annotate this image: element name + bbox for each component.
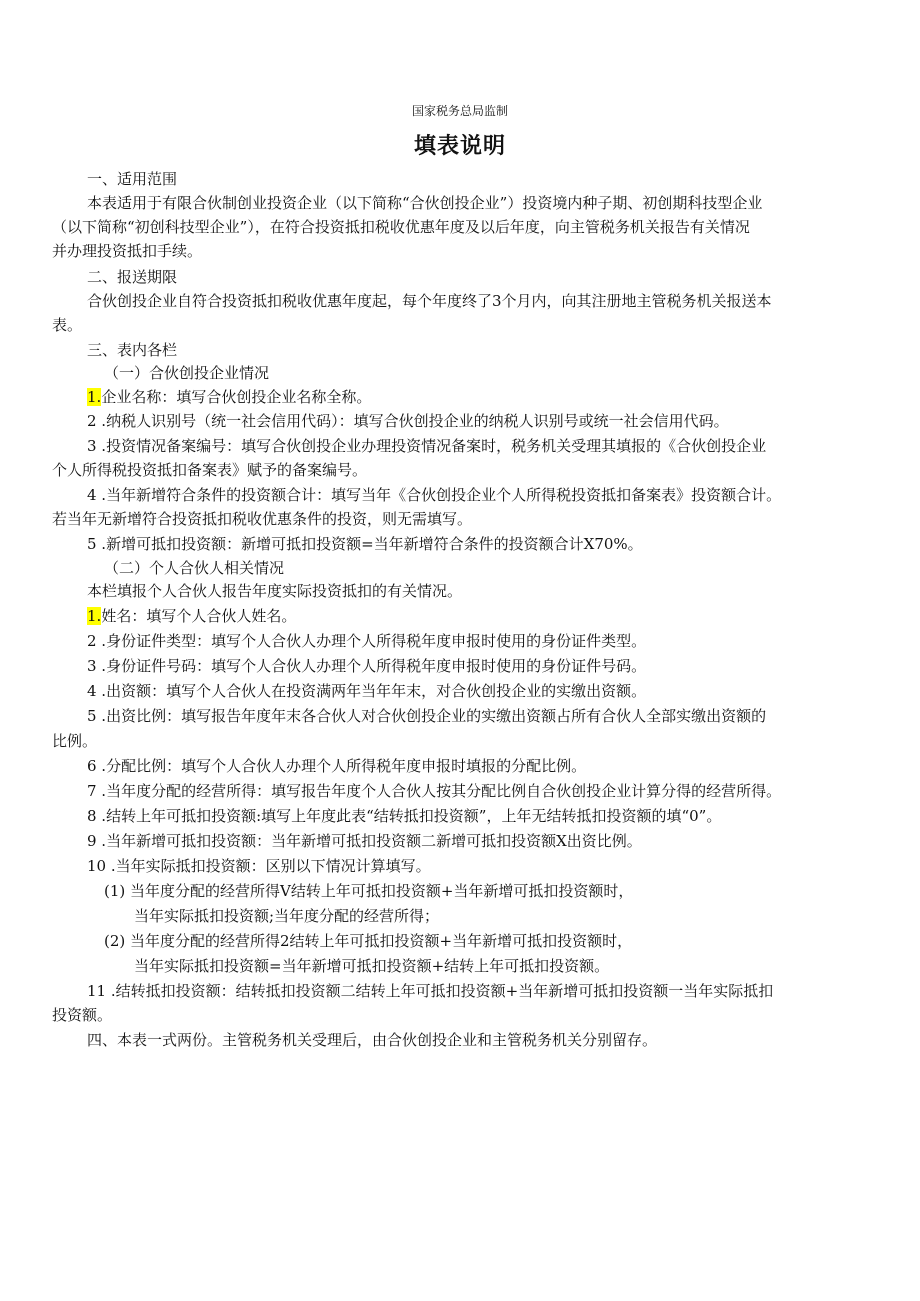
document-header: 国家税务总局监制: [411, 104, 508, 118]
subsection-heading: （一）合伙创投企业情况: [104, 364, 270, 382]
paragraph-line: 合伙创投企业自符合投资抵扣税收优惠年度起，每个年度终了3个月内，向其注册地主管税务机关报送本: [87, 292, 772, 310]
numbered-item: 6 .分配比例：填写个人合伙人办理个人所得税年度申报时填报的分配比例。: [87, 757, 587, 775]
numbered-item: 5 .出资比例：填写报告年度年末各合伙人对合伙创投企业的实缴出资额占所有合伙人全部实缴出资额的: [87, 707, 767, 725]
numbered-item: 8 .结转上年可抵扣投资额:填写上年度此表“结转抵扣投资额”，上年无结转抵扣投资额的填“0”。: [87, 807, 722, 825]
numbered-item: 3 .身份证件号码：填写个人合伙人办理个人所得税年度申报时使用的身份证件号码。: [87, 657, 647, 675]
case-detail: 当年实际抵扣投资额;当年度分配的经营所得；: [134, 907, 440, 925]
numbered-item: 10 .当年实际抵扣投资额：区别以下情况计算填写。: [87, 857, 431, 875]
numbered-item: 1.姓名：填写个人合伙人姓名。: [87, 607, 297, 625]
paragraph-line: 投资额。: [52, 1006, 113, 1024]
section-heading: 三、表内各栏: [87, 341, 178, 359]
numbered-item: 2 .身份证件类型：填写个人合伙人办理个人所得税年度申报时使用的身份证件类型。: [87, 632, 647, 650]
numbered-item: 4 .当年新增符合条件的投资额合计：填写当年《合伙创投企业个人所得税投资抵扣备案表》投资额合计。: [87, 486, 782, 504]
numbered-item: 1.企业名称：填写合伙创投企业名称全称。: [87, 388, 372, 406]
numbered-item: 11 .结转抵扣投资额：结转抵扣投资额二结转上年可抵扣投资额+当年新增可抵扣投资额一当年实际抵扣: [87, 982, 774, 1000]
numbered-item: 3 .投资情况备案编号：填写合伙创投企业办理投资情况备案时，税务机关受理其填报的《合伙创投企业: [87, 437, 767, 455]
paragraph-line: 表。: [52, 316, 83, 334]
paragraph-line: 本栏填报个人合伙人报告年度实际投资抵扣的有关情况。: [87, 582, 463, 600]
highlight-marker: 1.: [87, 388, 102, 406]
paragraph-line: 若当年无新增符合投资抵扣税收优惠条件的投资，则无需填写。: [52, 510, 473, 528]
paragraph-line: （以下简称“初创科技型企业”），在符合投资抵扣税收优惠年度及以后年度，向主管税务机关报告有关情况: [52, 218, 750, 236]
subsection-heading: （二）个人合伙人相关情况: [104, 559, 285, 577]
paragraph-line: 本表适用于有限合伙制创业投资企业（以下简称“合伙创投企业”）投资境内种子期、初创期科技型企业: [87, 194, 763, 212]
numbered-item: 5 .新增可抵扣投资额：新增可抵扣投资额=当年新增符合条件的投资额合计X70%。: [87, 535, 643, 553]
case-item: (2) 当年度分配的经营所得2结转上年可抵扣投资额+当年新增可抵扣投资额时，: [104, 932, 633, 950]
numbered-item: 7 .当年度分配的经营所得：填写报告年度个人合伙人按其分配比例自合伙创投企业计算分得的经营所得。: [87, 782, 782, 800]
section-heading: 二、报送期限: [87, 268, 178, 286]
paragraph-line: 并办理投资抵扣手续。: [52, 242, 203, 260]
case-item: (1) 当年度分配的经营所得V结转上年可抵扣投资额+当年新增可抵扣投资额时，: [104, 882, 634, 900]
highlight-marker: 1.: [87, 607, 102, 625]
document-title: 填表说明: [413, 134, 506, 159]
case-detail: 当年实际抵扣投资额=当年新增可抵扣投资额+结转上年可抵扣投资额。: [134, 957, 610, 975]
numbered-item: 9 .当年新增可抵扣投资额：当年新增可抵扣投资额二新增可抵扣投资额X出资比例。: [87, 832, 642, 850]
numbered-item: 2 .纳税人识别号（统一社会信用代码）：填写合伙创投企业的纳税人识别号或统一社会信用代码。: [87, 412, 729, 430]
paragraph-line: 个人所得税投资抵扣备案表》赋予的备案编号。: [52, 461, 368, 479]
section-heading: 一、适用范围: [87, 170, 178, 188]
section-heading: 四、本表一式两份。主管税务机关受理后，由合伙创投企业和主管税务机关分别留存。: [87, 1031, 658, 1049]
numbered-item: 4 .出资额：填写个人合伙人在投资满两年当年年末，对合伙创投企业的实缴出资额。: [87, 682, 647, 700]
paragraph-line: 比例。: [52, 732, 98, 750]
